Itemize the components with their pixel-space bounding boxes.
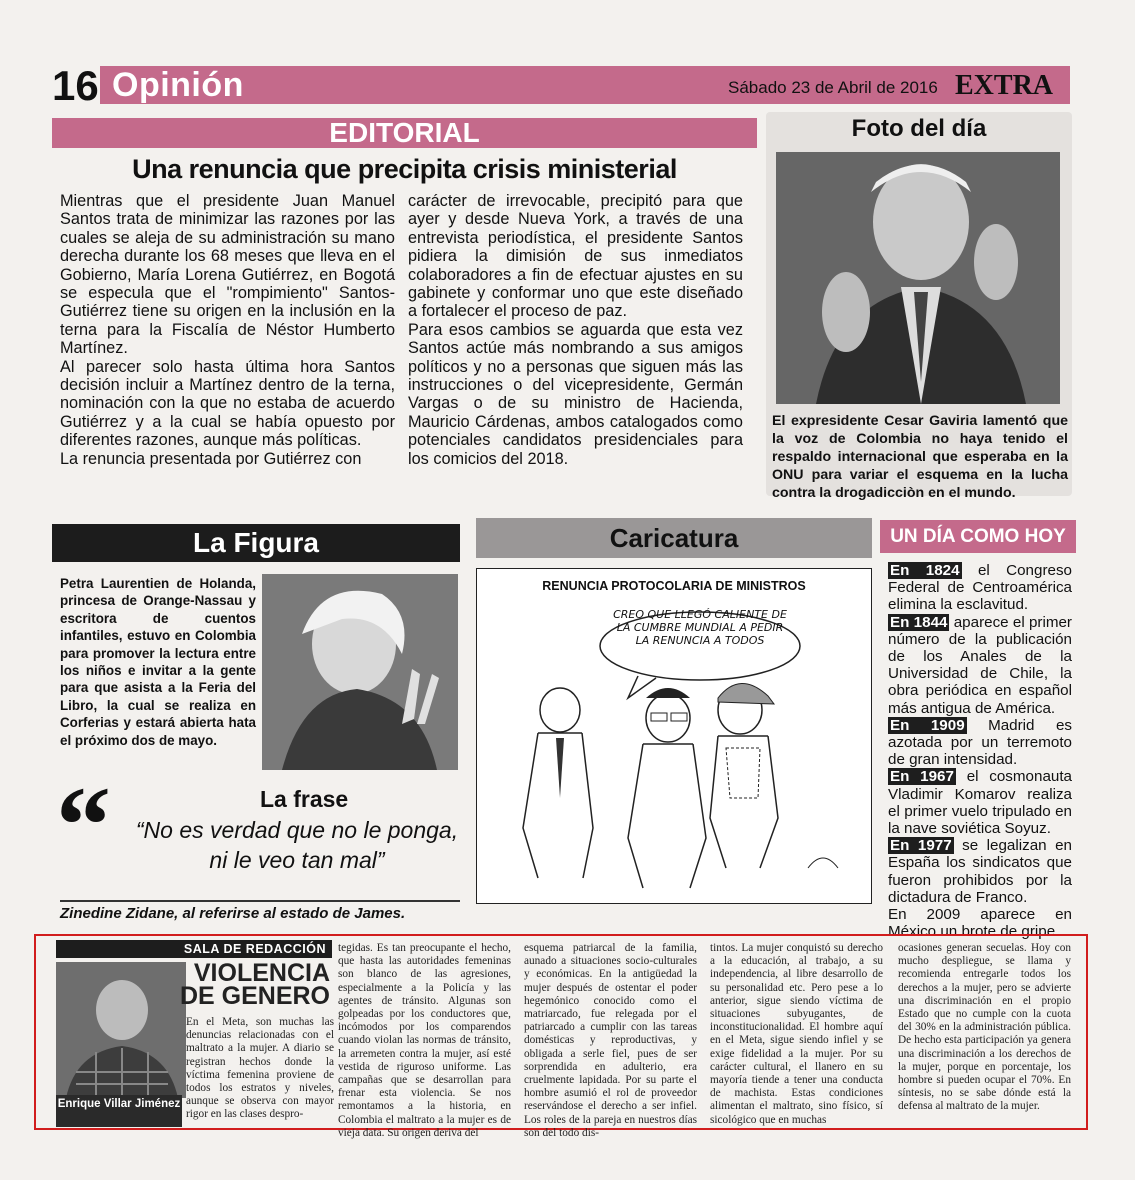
column-text-2: tegidas. Es tan preocupante el hecho, que hasta las autoridades femeninas son blanco de las agresiones, especialmente a la Policía y las agentes de tránsito. Algunas son golpeadas por los conductores que, incómodos por los comparendos cuando violan las normas de tránsito, la arremeten contra la mujer, así esté vestida de riguroso uniforme. Las campañas que se desarrollan para frenar esta violencia. Se nos remontamos a la historia, en Colombia el maltrato a la mujer es de vieja data. Su origen deriva del (338, 942, 511, 1139)
section-title: Opinión (112, 66, 244, 104)
editorial-paragraph: Al parecer solo hasta última hora Santos decisión incluir a Martínez dentro de la terna, nominación con la que no estaba de acuerdo Gutiérrez y a la cual se había opuesto por diferentes razones, aunque más políticas. (60, 357, 395, 450)
page-number: 16 (52, 62, 99, 109)
list-item (888, 562, 1072, 614)
on-this-day-list (888, 562, 1072, 940)
author-name: Enrique Villar Jiménez (57, 1098, 181, 1110)
column-text-1: En el Meta, son muchas las denuncias relacionadas con el maltrato a la mujer. A diario se registran hechos donde la víctima femenina proviene de todos los estratos y niveles, aunque se observa con mayor rigor en las clases despro- (186, 1016, 334, 1121)
editorial-paragraph: carácter de irrevocable, precipitó para que ayer y desde Nueva York, a través de una entrevista periodística, el presidente Santos pidiera la dimisión de sus inmediatos colaboradores a fin de efectuar ajustes en su gabinete y conformar uno que este diseñado a fortalecer el proceso de paz. (408, 192, 743, 321)
editorial-paragraph: Para esos cambios se aguarda que esta vez Santos actúe más nombrando a sus amigos políticos y no a personas que siguen más las instrucciones o del vicepresidente, Germán Vargas o de su ministro de Hacienda, Mauricio Cárdenas, ambos catalogados como potenciales candidatos presidenciales para los comicios del 2018. (408, 320, 743, 468)
year-label: En 1977 (890, 837, 952, 855)
editorial-headline: Una renuncia que precipita crisis ministerial (132, 154, 677, 184)
year-label: En 1909 (890, 716, 965, 734)
year-label: En 1844 (890, 613, 948, 631)
event-text: el cosmonauta Vladimir Komarov realiza el primer vuelo tripulado en la nave soviética Soyuz. (888, 768, 1073, 838)
editorial-paragraph: La renuncia presentada por Gutiérrez con (60, 449, 362, 468)
event-text: Madrid es azotada por un terremoto de gran intensidad. (888, 716, 1072, 769)
editorial-column-1 (60, 192, 395, 468)
la-figura-photo (262, 574, 458, 770)
quote-mark-icon: “ (56, 764, 111, 886)
column-text-5: ocasiones generan secuelas. Hoy con mucho despliegue, se llama y recomienda entregarle todos los derechos a la mujer, pero se advierte una discriminación en el propio Estado que no cumple con la cuota del 30% en la administración pública. De hecho esta participación ya genera una discriminación a los derechos de la mujer, porque en porcentaje, los hombre si pueden ocupar el 70%. En síntesis, no se sabe dónde está la defensa al maltrato de la mujer. (898, 942, 1071, 1113)
caricatura-title: Caricatura (609, 523, 739, 553)
list-item (888, 717, 1072, 769)
year-label: En 1967 (890, 768, 954, 786)
photo-of-day-title: Foto del día (851, 115, 987, 142)
event-text: En 2009 aparece en México un brote de gripe. (888, 906, 1072, 941)
on-this-day-title: UN DÍA COMO HOY (890, 526, 1066, 547)
event-text: el Congreso Federal de Centroamérica elimina la esclavitud. (888, 562, 1072, 614)
list-item (888, 768, 1072, 837)
cartoon-speech-bubble: CREO QUE LLEGÓ CALIENTE DE LA CUMBRE MUNDIAL A PEDIR LA RENUNCIA A TODOS (613, 608, 787, 647)
cartoon-heading: RENUNCIA PROTOCOLARIA DE MINISTROS (542, 579, 806, 593)
newspaper-logo: EXTRA (955, 70, 1054, 101)
column-title: VIOLENCIA DE GENERO (179, 959, 330, 1010)
column-text-4: tintos. La mujer conquistó su derecho a la educación, al trabajo, a su independencia, al libre desarrollo de su personalidad etc. Pero pese a lo anterior, sigue siendo víctima de situaciones subyugantes, de inconstitucionalidad. El hombre aquí en el Meta, sigue siendo infiel y se exige fidelidad a la mujer. Por su carácter cultural, el llanero en su mayoría tiende a tener una conducta de machista. Estas condiciones alimentan el maltrato, sino físico, sí sicológico que en muchas (710, 942, 883, 1126)
la-frase-author: Zinedine Zidane, al referirse al estado de James. (60, 905, 406, 922)
event-text: aparece el primer número de la publicación de los Anales de la Universidad de Chile, la obra periódica en español más antigua de América. (888, 613, 1072, 717)
issue-date: Sábado 23 de Abril de 2016 (728, 78, 938, 97)
sala-redaccion-label: SALA DE REDACCIÓN (183, 942, 326, 956)
la-figura-text: Petra Laurentien de Holanda, princesa de Orange-Nassau y escritora de cuentos infantiles, estuvo en Colombia para promover la lectura entre los niños e invitar a la gente para que asista a la Feria del Libro, la cual se realiza en Corferias y estará abierta hata el próximo dos de mayo. (60, 576, 256, 748)
editorial-label: EDITORIAL (329, 117, 480, 148)
editorial-paragraph: Mientras que el presidente Juan Manuel Santos trata de minimizar las razones por las cuales se aleja de su administración su mano derecha durante los 68 meses que lleva en el Gobierno, María Lorena Gutiérrez, en Bogotá se especula que el "rompimiento" Santos-Gutiérrez tiene su origen en la inclusión en la terna para la Fiscalía de Néstor Humberto Martínez. (60, 192, 395, 358)
list-item (888, 837, 1072, 906)
la-figura-title: La Figura (192, 527, 319, 558)
divider (60, 900, 460, 902)
author-photo (56, 962, 186, 1098)
photo-of-day-image (776, 152, 1060, 404)
la-frase-quote: “No es verdad que no le ponga, ni le veo tan mal” (135, 817, 459, 873)
year-label: En 1824 (890, 562, 960, 579)
photo-of-day-caption: El expresidente Cesar Gaviria lamentó que la voz de Colombia no haya tenido el respaldo internacional que esperaba en la ONU para variar el esquema en la lucha contra la drogadicciòn en el mundo. (772, 413, 1068, 501)
la-frase-title: La frase (260, 786, 349, 812)
event-text: se legalizan en España los sindicatos que fueron prohibidos por la dictadura de Franco. (888, 837, 1072, 906)
column-text-3: esquema patriarcal de la familia, aunado a situaciones socio-culturales y económicas. En la antigüedad la mujer después de ostentar el poder hegemónico conocido como el matriarcado, fue relegada por el patriarcado a cumplir con las tareas domésticas y reproductivas, y obligada a serle fiel, pues de ser sorprendida en adulterio, era cruelmente lapidada. Por su parte el hombre asumió el rol de proveedor reservándose el derecho a ser infiel. Los roles de la pareja en nuestros días son del todo dis- (524, 942, 697, 1139)
list-item (888, 614, 1072, 717)
editorial-column-2 (408, 192, 743, 468)
